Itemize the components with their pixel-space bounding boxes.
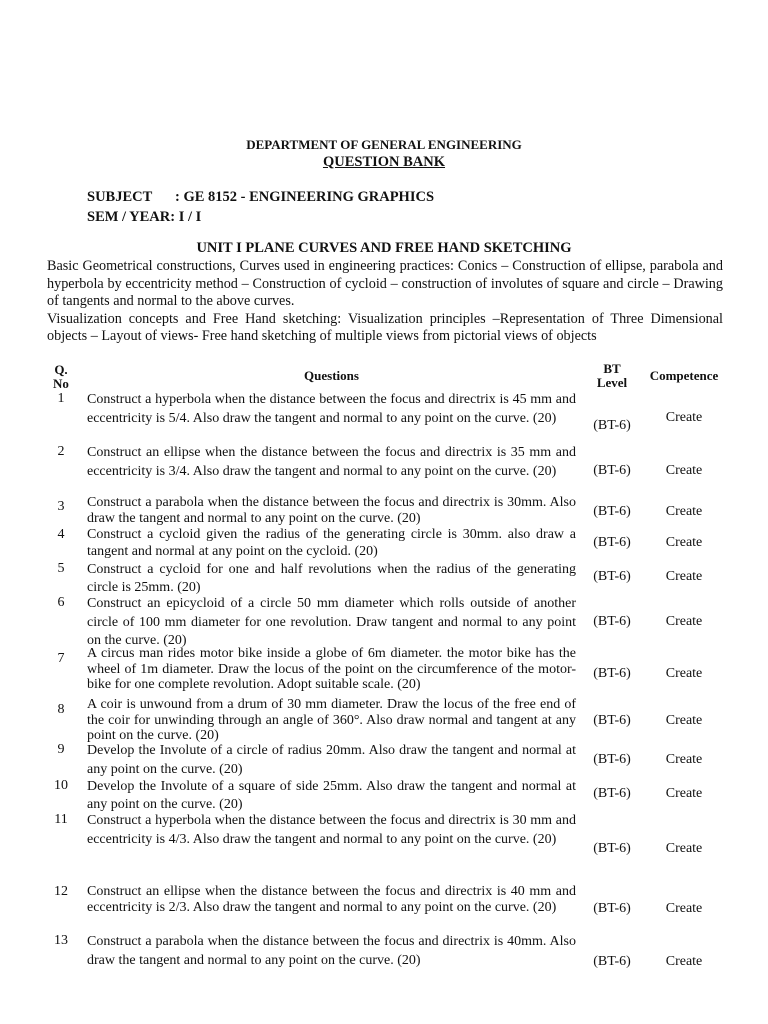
question-text: A circus man rides motor bike inside a globe of 6m diameter. the motor bike has the wheel of 1m diameter. Draw the locus of the point on the circumference of the motor-bike for one complete revolution. Adopt suitable scale. (20) (87, 646, 576, 692)
question-bank-title: QUESTION BANK (322, 154, 446, 170)
question-text: Construct a parabola when the distance between the focus and directrix is 40mm. Also draw the tangent and normal to any point on the curve. (20) (87, 934, 576, 968)
competence: Create (665, 752, 703, 767)
competence: Create (665, 535, 703, 550)
question-number: 13 (54, 933, 68, 948)
header-competence: Competence (649, 368, 719, 383)
question-text: Construct a cycloid for one and half revolutions when the radius of the generating circle is 25mm. (20) (87, 562, 576, 595)
question-number: 7 (57, 651, 65, 666)
question-number: 1 (57, 391, 65, 406)
sem-year-line: SEM / YEAR: I / I (87, 209, 202, 225)
question-text: Construct an epicycloid of a circle 50 mm diameter which rolls outside of another circle of 100 mm diameter for one revolution. Draw tangent and normal to any point on the curve. (20) (87, 596, 576, 648)
bt-level: (BT-6) (593, 569, 631, 584)
competence: Create (665, 569, 703, 584)
question-number: 8 (57, 702, 65, 717)
subject-line (87, 189, 434, 206)
question-text: Construct a hyperbola when the distance between the focus and directrix is 30 mm and eccentricity is 4/3. Also draw the tangent and normal to any point on the curve. (20) (87, 813, 576, 847)
question-number: 10 (54, 778, 68, 793)
unit-title: UNIT I PLANE CURVES AND FREE HAND SKETCHING (196, 240, 572, 256)
bt-level: (BT-6) (593, 901, 631, 916)
subject-label: SUBJECT (87, 189, 153, 205)
question-text: Develop the Involute of a circle of radius 20mm. Also draw the tangent and normal at any point on the curve. (20) (87, 743, 576, 777)
competence: Create (665, 614, 703, 629)
competence: Create (665, 410, 703, 425)
bt-level: (BT-6) (593, 786, 631, 801)
question-number: 6 (57, 595, 65, 610)
question-number: 2 (57, 444, 65, 459)
bt-level: (BT-6) (593, 504, 631, 519)
syllabus-paragraph: Visualization concepts and Free Hand sketching: Visualization principles –Representation of Three Dimensional objects – Layout of views- Free hand sketching of multiple views from pictorial views of objects (47, 310, 723, 344)
question-number: 9 (57, 742, 65, 757)
question-text: Construct an ellipse when the distance between the focus and directrix is 40 mm and eccentricity is 2/3. Also draw the tangent and normal to any point on the curve. (20) (87, 884, 576, 915)
competence: Create (665, 954, 703, 969)
header-qno: Q. No (53, 362, 69, 391)
bt-level: (BT-6) (593, 752, 631, 767)
competence: Create (665, 841, 703, 856)
competence: Create (665, 666, 703, 681)
bt-level: (BT-6) (593, 614, 631, 629)
bt-level: (BT-6) (593, 535, 631, 550)
question-number: 12 (54, 884, 68, 899)
header-bt-level: BT Level (596, 361, 628, 390)
competence: Create (665, 786, 703, 801)
department-heading: DEPARTMENT OF GENERAL ENGINEERING (246, 137, 522, 152)
question-text: Construct an ellipse when the distance between the focus and directrix is 35 mm and eccentricity is 3/4. Also draw the tangent and normal to any point on the curve. (20) (87, 445, 576, 479)
question-number: 3 (57, 499, 65, 514)
bt-level: (BT-6) (593, 666, 631, 681)
bt-level: (BT-6) (593, 713, 631, 728)
competence: Create (665, 463, 703, 478)
bt-level: (BT-6) (593, 841, 631, 856)
question-text: Construct a hyperbola when the distance between the focus and directrix is 45 mm and eccentricity is 5/4. Also draw the tangent and normal to any point on the curve. (20) (87, 392, 576, 426)
question-number: 4 (57, 527, 65, 542)
question-text: Construct a parabola when the distance between the focus and directrix is 30mm. Also draw the tangent and normal to any point on the curve. (20) (87, 495, 576, 526)
bt-level: (BT-6) (593, 418, 631, 433)
bt-level: (BT-6) (593, 463, 631, 478)
competence: Create (665, 901, 703, 916)
competence: Create (665, 713, 703, 728)
bt-level: (BT-6) (593, 954, 631, 969)
unit-syllabus (47, 258, 723, 346)
header-questions: Questions (304, 368, 359, 383)
subject-value: : GE 8152 - ENGINEERING GRAPHICS (175, 189, 435, 205)
competence: Create (665, 504, 703, 519)
question-text: A coir is unwound from a drum of 30 mm diameter. Draw the locus of the free end of the coir for unwinding through an angle of 360°. Also draw normal and tangent at any point on the curve. (20) (87, 697, 576, 743)
syllabus-paragraph: Basic Geometrical constructions, Curves used in engineering practices: Conics – Construction of ellipse, parabola and hyperbola by eccentricity method – Construction of cycloid – construction of involutes of square and circle – Drawing of tangents and normal to the above curves. (47, 258, 723, 309)
question-text: Develop the Involute of a square of side 25mm. Also draw the tangent and normal at any point on the curve. (20) (87, 779, 576, 812)
question-number: 11 (54, 812, 68, 827)
question-number: 5 (57, 561, 65, 576)
question-text: Construct a cycloid given the radius of the generating circle is 30mm. also draw a tangent and normal at any point on the cycloid. (20) (87, 527, 576, 559)
